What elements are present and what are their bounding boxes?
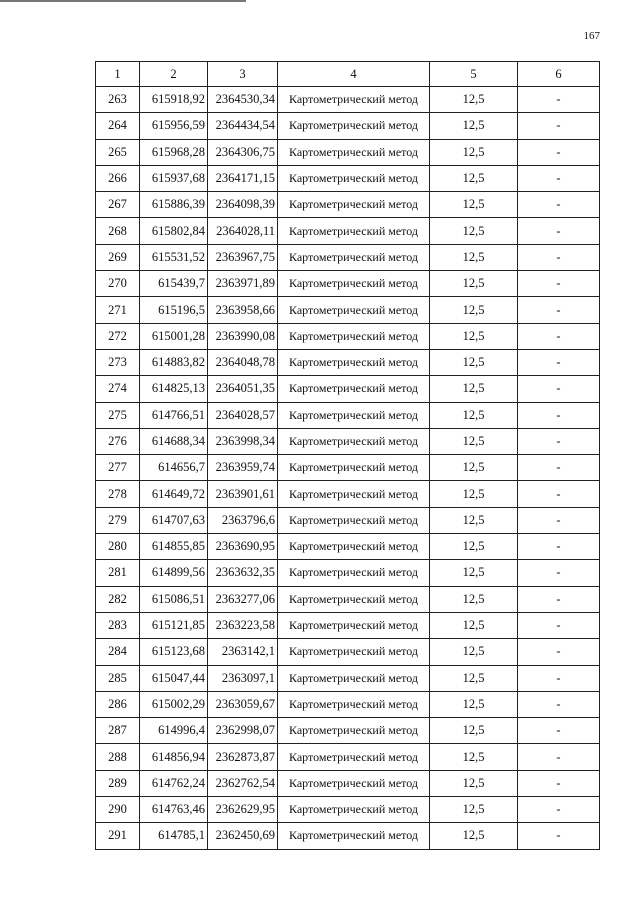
- table-row: [96, 165, 600, 191]
- method-cell: Картометрический метод: [278, 297, 430, 323]
- method-cell: Картометрический метод: [278, 770, 430, 796]
- point-number-cell: 266: [96, 165, 140, 191]
- accuracy-cell: 12,5: [430, 612, 518, 638]
- x-coordinate-cell: 614855,85: [140, 534, 208, 560]
- method-cell: Картометрический метод: [278, 691, 430, 717]
- note-cell: -: [518, 744, 600, 770]
- column-header-method: 4: [278, 62, 430, 87]
- method-cell: Картометрический метод: [278, 665, 430, 691]
- point-number-cell: 287: [96, 718, 140, 744]
- note-cell: -: [518, 271, 600, 297]
- note-cell: -: [518, 402, 600, 428]
- table-row: [96, 87, 600, 113]
- accuracy-cell: 12,5: [430, 402, 518, 428]
- table-body: [96, 87, 600, 850]
- column-header-note: 6: [518, 62, 600, 87]
- note-cell: -: [518, 165, 600, 191]
- table-row: [96, 402, 600, 428]
- table-row: [96, 718, 600, 744]
- accuracy-cell: 12,5: [430, 376, 518, 402]
- table-row: [96, 665, 600, 691]
- note-cell: -: [518, 87, 600, 113]
- y-coordinate-cell: 2362629,95: [208, 797, 278, 823]
- method-cell: Картометрический метод: [278, 718, 430, 744]
- table-row: [96, 612, 600, 638]
- x-coordinate-cell: 614996,4: [140, 718, 208, 744]
- point-number-cell: 271: [96, 297, 140, 323]
- method-cell: Картометрический метод: [278, 244, 430, 270]
- y-coordinate-cell: 2363998,34: [208, 428, 278, 454]
- y-coordinate-cell: 2363277,06: [208, 586, 278, 612]
- y-coordinate-cell: 2364306,75: [208, 139, 278, 165]
- table-row: [96, 507, 600, 533]
- accuracy-cell: 12,5: [430, 428, 518, 454]
- point-number-cell: 272: [96, 323, 140, 349]
- x-coordinate-cell: 615123,68: [140, 639, 208, 665]
- table-row: [96, 534, 600, 560]
- column-header-y: 3: [208, 62, 278, 87]
- column-header-accuracy: 5: [430, 62, 518, 87]
- point-number-cell: 280: [96, 534, 140, 560]
- note-cell: -: [518, 534, 600, 560]
- method-cell: Картометрический метод: [278, 139, 430, 165]
- y-coordinate-cell: 2363142,1: [208, 639, 278, 665]
- note-cell: -: [518, 586, 600, 612]
- table-row: [96, 323, 600, 349]
- point-number-cell: 285: [96, 665, 140, 691]
- method-cell: Картометрический метод: [278, 218, 430, 244]
- point-number-cell: 276: [96, 428, 140, 454]
- method-cell: Картометрический метод: [278, 639, 430, 665]
- method-cell: Картометрический метод: [278, 744, 430, 770]
- point-number-cell: 281: [96, 560, 140, 586]
- y-coordinate-cell: 2363990,08: [208, 323, 278, 349]
- x-coordinate-cell: 615001,28: [140, 323, 208, 349]
- method-cell: Картометрический метод: [278, 165, 430, 191]
- accuracy-cell: 12,5: [430, 665, 518, 691]
- method-cell: Картометрический метод: [278, 376, 430, 402]
- accuracy-cell: 12,5: [430, 823, 518, 849]
- x-coordinate-cell: 615918,92: [140, 87, 208, 113]
- accuracy-cell: 12,5: [430, 455, 518, 481]
- x-coordinate-cell: 614656,7: [140, 455, 208, 481]
- point-number-cell: 274: [96, 376, 140, 402]
- x-coordinate-cell: 615086,51: [140, 586, 208, 612]
- note-cell: -: [518, 691, 600, 717]
- method-cell: Картометрический метод: [278, 481, 430, 507]
- y-coordinate-cell: 2364098,39: [208, 192, 278, 218]
- y-coordinate-cell: 2362450,69: [208, 823, 278, 849]
- table-row: [96, 797, 600, 823]
- accuracy-cell: 12,5: [430, 744, 518, 770]
- point-number-cell: 270: [96, 271, 140, 297]
- accuracy-cell: 12,5: [430, 770, 518, 796]
- point-number-cell: 277: [96, 455, 140, 481]
- table-row: [96, 691, 600, 717]
- x-coordinate-cell: 615531,52: [140, 244, 208, 270]
- note-cell: -: [518, 244, 600, 270]
- y-coordinate-cell: 2364171,15: [208, 165, 278, 191]
- point-number-cell: 284: [96, 639, 140, 665]
- accuracy-cell: 12,5: [430, 586, 518, 612]
- point-number-cell: 263: [96, 87, 140, 113]
- accuracy-cell: 12,5: [430, 297, 518, 323]
- y-coordinate-cell: 2363097,1: [208, 665, 278, 691]
- accuracy-cell: 12,5: [430, 139, 518, 165]
- accuracy-cell: 12,5: [430, 271, 518, 297]
- y-coordinate-cell: 2363059,67: [208, 691, 278, 717]
- point-number-cell: 269: [96, 244, 140, 270]
- note-cell: -: [518, 507, 600, 533]
- x-coordinate-cell: 614763,46: [140, 797, 208, 823]
- x-coordinate-cell: 614825,13: [140, 376, 208, 402]
- accuracy-cell: 12,5: [430, 165, 518, 191]
- point-number-cell: 283: [96, 612, 140, 638]
- method-cell: Картометрический метод: [278, 823, 430, 849]
- x-coordinate-cell: 614766,51: [140, 402, 208, 428]
- x-coordinate-cell: 614856,94: [140, 744, 208, 770]
- note-cell: -: [518, 192, 600, 218]
- x-coordinate-cell: 614899,56: [140, 560, 208, 586]
- note-cell: -: [518, 718, 600, 744]
- coordinates-table: [95, 61, 600, 850]
- x-coordinate-cell: 615121,85: [140, 612, 208, 638]
- note-cell: -: [518, 113, 600, 139]
- table-row: [96, 271, 600, 297]
- note-cell: -: [518, 428, 600, 454]
- y-coordinate-cell: 2362762,54: [208, 770, 278, 796]
- method-cell: Картометрический метод: [278, 586, 430, 612]
- table-row: [96, 560, 600, 586]
- point-number-cell: 279: [96, 507, 140, 533]
- accuracy-cell: 12,5: [430, 639, 518, 665]
- note-cell: -: [518, 349, 600, 375]
- y-coordinate-cell: 2363971,89: [208, 271, 278, 297]
- point-number-cell: 289: [96, 770, 140, 796]
- x-coordinate-cell: 614649,72: [140, 481, 208, 507]
- note-cell: -: [518, 639, 600, 665]
- point-number-cell: 286: [96, 691, 140, 717]
- point-number-cell: 282: [96, 586, 140, 612]
- accuracy-cell: 12,5: [430, 691, 518, 717]
- accuracy-cell: 12,5: [430, 349, 518, 375]
- accuracy-cell: 12,5: [430, 323, 518, 349]
- point-number-cell: 268: [96, 218, 140, 244]
- note-cell: -: [518, 455, 600, 481]
- method-cell: Картометрический метод: [278, 402, 430, 428]
- accuracy-cell: 12,5: [430, 113, 518, 139]
- method-cell: Картометрический метод: [278, 349, 430, 375]
- table-header-row: [96, 62, 600, 87]
- method-cell: Картометрический метод: [278, 560, 430, 586]
- top-scan-rule: [0, 0, 246, 2]
- point-number-cell: 267: [96, 192, 140, 218]
- point-number-cell: 273: [96, 349, 140, 375]
- table-row: [96, 297, 600, 323]
- x-coordinate-cell: 614688,34: [140, 428, 208, 454]
- x-coordinate-cell: 615047,44: [140, 665, 208, 691]
- point-number-cell: 290: [96, 797, 140, 823]
- y-coordinate-cell: 2363223,58: [208, 612, 278, 638]
- x-coordinate-cell: 615886,39: [140, 192, 208, 218]
- point-number-cell: 275: [96, 402, 140, 428]
- y-coordinate-cell: 2364530,34: [208, 87, 278, 113]
- y-coordinate-cell: 2364028,57: [208, 402, 278, 428]
- accuracy-cell: 12,5: [430, 507, 518, 533]
- y-coordinate-cell: 2364434,54: [208, 113, 278, 139]
- method-cell: Картометрический метод: [278, 455, 430, 481]
- table-row: [96, 376, 600, 402]
- method-cell: Картометрический метод: [278, 797, 430, 823]
- page-number: 167: [583, 30, 600, 42]
- method-cell: Картометрический метод: [278, 271, 430, 297]
- y-coordinate-cell: 2363959,74: [208, 455, 278, 481]
- y-coordinate-cell: 2364048,78: [208, 349, 278, 375]
- accuracy-cell: 12,5: [430, 534, 518, 560]
- note-cell: -: [518, 218, 600, 244]
- table-row: [96, 218, 600, 244]
- x-coordinate-cell: 614707,63: [140, 507, 208, 533]
- table-row: [96, 139, 600, 165]
- table-row: [96, 823, 600, 849]
- method-cell: Картометрический метод: [278, 192, 430, 218]
- note-cell: -: [518, 560, 600, 586]
- table-row: [96, 639, 600, 665]
- accuracy-cell: 12,5: [430, 560, 518, 586]
- note-cell: -: [518, 823, 600, 849]
- note-cell: -: [518, 770, 600, 796]
- column-header-x: 2: [140, 62, 208, 87]
- x-coordinate-cell: 615968,28: [140, 139, 208, 165]
- x-coordinate-cell: 614785,1: [140, 823, 208, 849]
- point-number-cell: 291: [96, 823, 140, 849]
- note-cell: -: [518, 612, 600, 638]
- note-cell: -: [518, 297, 600, 323]
- table-row: [96, 113, 600, 139]
- note-cell: -: [518, 139, 600, 165]
- table-row: [96, 349, 600, 375]
- y-coordinate-cell: 2363796,6: [208, 507, 278, 533]
- x-coordinate-cell: 615956,59: [140, 113, 208, 139]
- table-row: [96, 770, 600, 796]
- x-coordinate-cell: 614883,82: [140, 349, 208, 375]
- note-cell: -: [518, 797, 600, 823]
- note-cell: -: [518, 481, 600, 507]
- y-coordinate-cell: 2362998,07: [208, 718, 278, 744]
- accuracy-cell: 12,5: [430, 481, 518, 507]
- accuracy-cell: 12,5: [430, 797, 518, 823]
- y-coordinate-cell: 2364051,35: [208, 376, 278, 402]
- x-coordinate-cell: 615002,29: [140, 691, 208, 717]
- method-cell: Картометрический метод: [278, 323, 430, 349]
- note-cell: -: [518, 376, 600, 402]
- accuracy-cell: 12,5: [430, 87, 518, 113]
- accuracy-cell: 12,5: [430, 244, 518, 270]
- method-cell: Картометрический метод: [278, 534, 430, 560]
- method-cell: Картометрический метод: [278, 113, 430, 139]
- table-row: [96, 428, 600, 454]
- table-row: [96, 744, 600, 770]
- method-cell: Картометрический метод: [278, 507, 430, 533]
- table-row: [96, 586, 600, 612]
- y-coordinate-cell: 2363632,35: [208, 560, 278, 586]
- point-number-cell: 288: [96, 744, 140, 770]
- method-cell: Картометрический метод: [278, 87, 430, 113]
- table-row: [96, 455, 600, 481]
- note-cell: -: [518, 665, 600, 691]
- y-coordinate-cell: 2364028,11: [208, 218, 278, 244]
- x-coordinate-cell: 614762,24: [140, 770, 208, 796]
- method-cell: Картометрический метод: [278, 612, 430, 638]
- point-number-cell: 265: [96, 139, 140, 165]
- accuracy-cell: 12,5: [430, 718, 518, 744]
- y-coordinate-cell: 2363690,95: [208, 534, 278, 560]
- x-coordinate-cell: 615439,7: [140, 271, 208, 297]
- y-coordinate-cell: 2362873,87: [208, 744, 278, 770]
- table-row: [96, 481, 600, 507]
- x-coordinate-cell: 615802,84: [140, 218, 208, 244]
- y-coordinate-cell: 2363967,75: [208, 244, 278, 270]
- method-cell: Картометрический метод: [278, 428, 430, 454]
- accuracy-cell: 12,5: [430, 218, 518, 244]
- point-number-cell: 264: [96, 113, 140, 139]
- x-coordinate-cell: 615196,5: [140, 297, 208, 323]
- accuracy-cell: 12,5: [430, 192, 518, 218]
- x-coordinate-cell: 615937,68: [140, 165, 208, 191]
- table-row: [96, 244, 600, 270]
- note-cell: -: [518, 323, 600, 349]
- y-coordinate-cell: 2363901,61: [208, 481, 278, 507]
- point-number-cell: 278: [96, 481, 140, 507]
- column-header-number: 1: [96, 62, 140, 87]
- table-row: [96, 192, 600, 218]
- y-coordinate-cell: 2363958,66: [208, 297, 278, 323]
